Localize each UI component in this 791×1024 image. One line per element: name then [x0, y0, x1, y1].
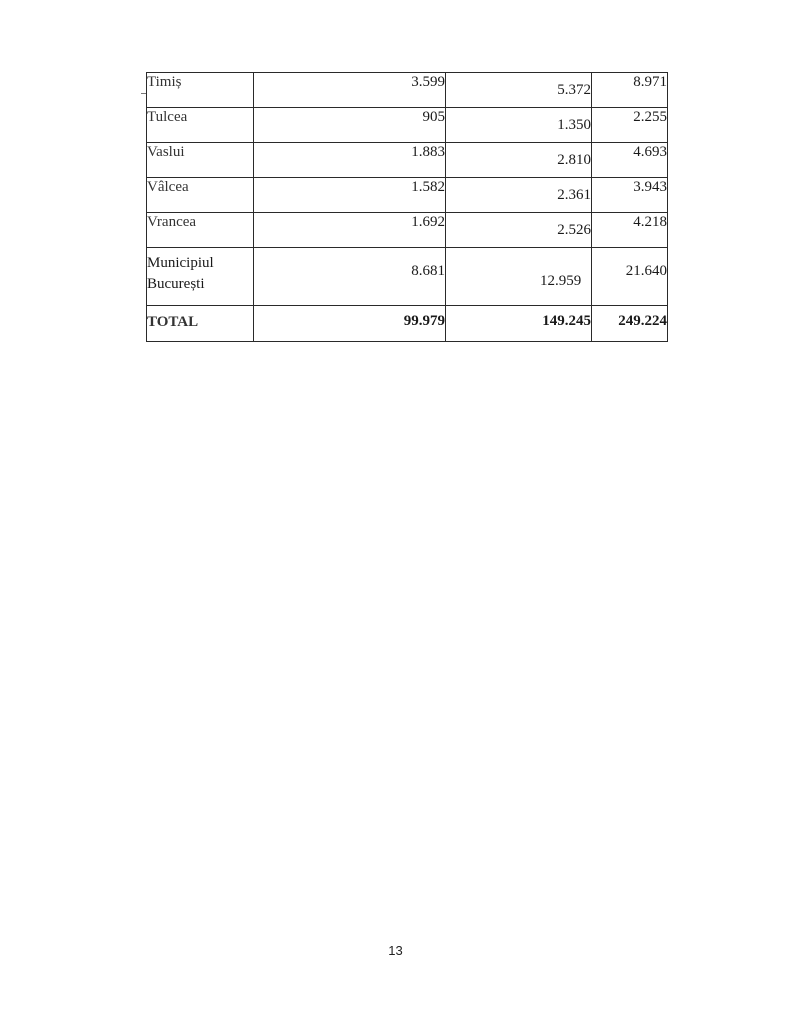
value-col-1: 1.582: [254, 178, 446, 213]
value-col-3: 3.943: [592, 178, 668, 213]
county-name: Tulcea: [147, 108, 254, 143]
value-col-3: 4.218: [592, 213, 668, 248]
table-row: [147, 143, 668, 178]
table-row: [147, 73, 668, 108]
value-col-3: 8.971: [592, 73, 668, 108]
value-col-1: 905: [254, 108, 446, 143]
table-row: [147, 178, 668, 213]
page-number: 13: [388, 943, 403, 958]
value-col-2: 5.372: [446, 73, 592, 108]
county-name-line-2: București: [147, 276, 205, 292]
value-col-2: [446, 248, 592, 306]
value-col-2: 2.810: [446, 143, 592, 178]
value-col-2: 1.350: [446, 108, 592, 143]
value-col-3: 2.255: [592, 108, 668, 143]
county-name: Vrancea: [147, 213, 254, 248]
total-value-col-1: 99.979: [254, 306, 446, 342]
county-name: Vâlcea: [147, 178, 254, 213]
value-col-2-text: 12.959: [540, 273, 582, 289]
value-col-1: 1.692: [254, 213, 446, 248]
table-row: [147, 213, 668, 248]
table-row: [147, 108, 668, 143]
total-value-col-3: 249.224: [592, 306, 668, 342]
total-label: TOTAL: [147, 306, 254, 342]
table-row: [147, 248, 668, 306]
total-row: [147, 306, 668, 342]
county-name: [147, 248, 254, 306]
value-col-2: 2.526: [446, 213, 592, 248]
county-name-line-1: Municipiul: [147, 255, 214, 271]
value-col-1: 8.681: [254, 248, 446, 306]
county-name: Vaslui: [147, 143, 254, 178]
total-value-col-2: 149.245: [446, 306, 592, 342]
value-col-2: 2.361: [446, 178, 592, 213]
value-col-3: 4.693: [592, 143, 668, 178]
value-col-1: 3.599: [254, 73, 446, 108]
value-col-3: 21.640: [592, 248, 668, 306]
county-data-table: [146, 72, 668, 342]
county-name: Timiș: [147, 73, 254, 108]
value-col-1: 1.883: [254, 143, 446, 178]
